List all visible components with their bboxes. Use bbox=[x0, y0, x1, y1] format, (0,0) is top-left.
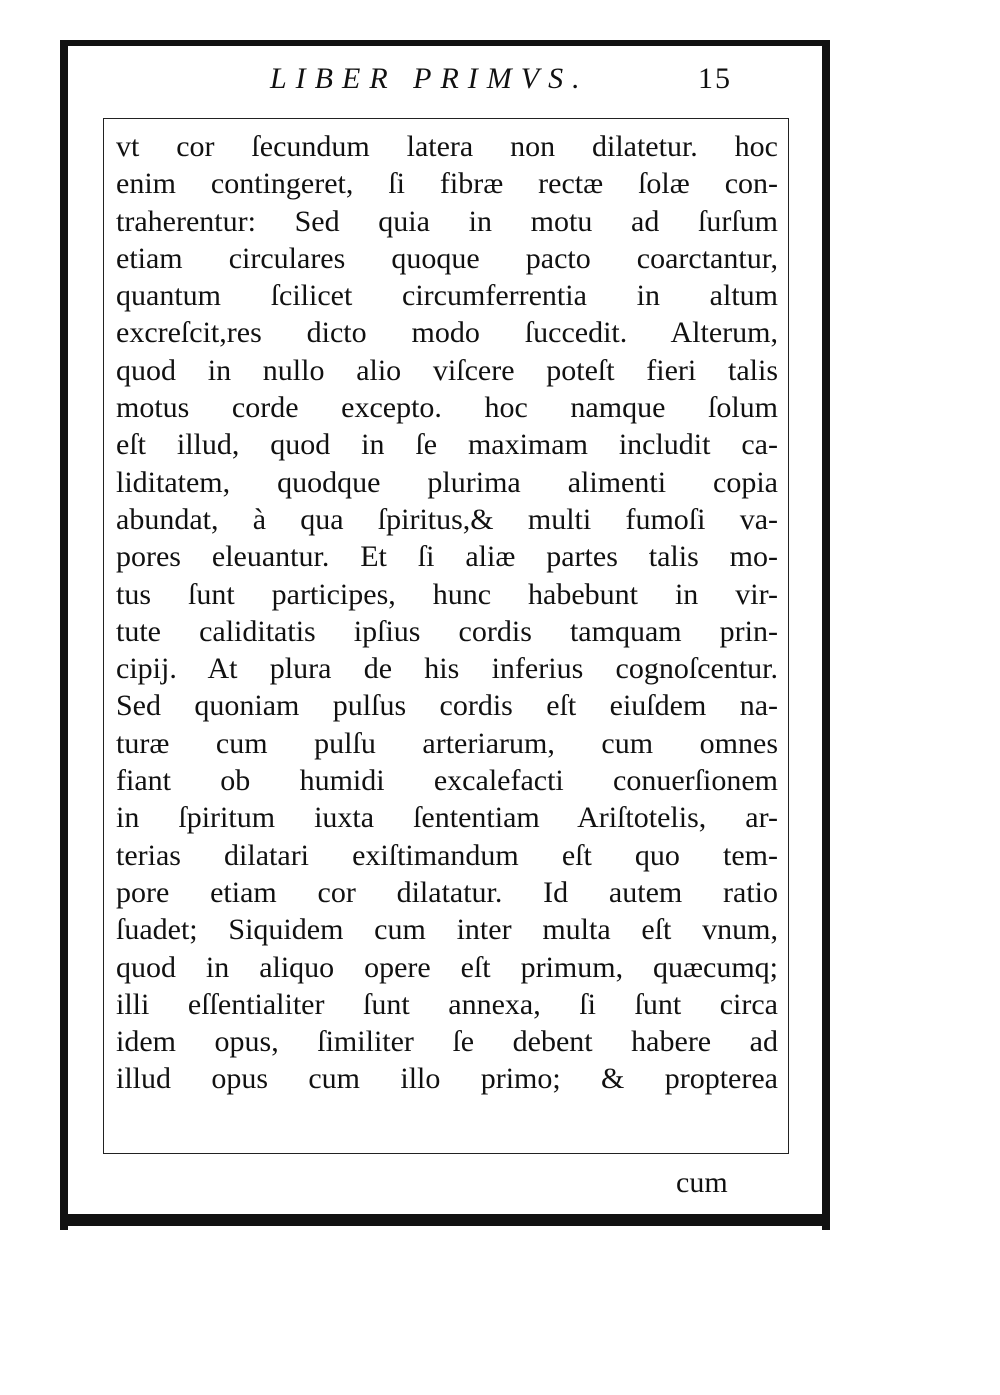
text-line: in ſpiritum iuxta ſententiam Ariſtotelis, ar- bbox=[116, 801, 778, 835]
text-line: illud opus cum illo primo; & propterea bbox=[116, 1062, 778, 1096]
text-line: idem opus, ſimiliter ſe debent habere ad bbox=[116, 1025, 778, 1059]
text-line: tute caliditatis ipſius cordis tamquam prin- bbox=[116, 614, 778, 648]
text-line: ſuadet; Siquidem cum inter multa eſt vnum, bbox=[116, 913, 778, 947]
text-line: quod in aliquo opere eſt primum, quæcumq; bbox=[116, 950, 778, 984]
page-frame-bottom bbox=[60, 1214, 830, 1226]
page-frame-top bbox=[60, 40, 830, 46]
page-number: 15 bbox=[698, 62, 732, 95]
text-line: tus ſunt participes, hunc habebunt in vir- bbox=[116, 577, 778, 611]
text-line: turæ cum pulſu arteriarum, cum omnes bbox=[116, 726, 778, 760]
text-line: Sed quoniam pulſus cordis eſt eiuſdem na- bbox=[116, 689, 778, 723]
text-line: terias dilatari exiſtimandum eſt quo tem- bbox=[116, 838, 778, 872]
body-text bbox=[116, 128, 778, 1098]
text-line: abundat, à qua ſpiritus,& multi fumoſi va- bbox=[116, 502, 778, 536]
text-line: enim contingeret, ſi fibræ rectæ ſolæ con- bbox=[116, 167, 778, 201]
page-frame-left bbox=[60, 40, 68, 1230]
text-line: motus corde excepto. hoc namque ſolum bbox=[116, 391, 778, 425]
running-head: LIBER PRIMVS. bbox=[270, 62, 589, 95]
text-line: pore etiam cor dilatatur. Id autem ratio bbox=[116, 875, 778, 909]
text-line: vt cor ſecundum latera non dilatetur. hoc bbox=[116, 130, 778, 163]
text-line: quod in nullo alio viſcere poteſt fieri talis bbox=[116, 353, 778, 387]
text-line: quantum ſcilicet circumferrentia in altum bbox=[116, 279, 778, 313]
text-line: eſt illud, quod in ſe maximam includit ca- bbox=[116, 428, 778, 462]
text-line: liditatem, quodque plurima alimenti copia bbox=[116, 465, 778, 499]
text-line: illi eſſentialiter ſunt annexa, ſi ſunt circa bbox=[116, 987, 778, 1021]
text-line: excreſcit,res dicto modo ſuccedit. Alterum, bbox=[116, 316, 778, 350]
page-frame-right bbox=[822, 40, 830, 1230]
text-line: cipij. At plura de his inferius cognoſcentur. bbox=[116, 652, 778, 686]
catchword: cum bbox=[676, 1166, 728, 1199]
text-line: etiam circulares quoque pacto coarctantur, bbox=[116, 241, 778, 275]
text-line: fiant ob humidi excalefacti conuerſionem bbox=[116, 764, 778, 798]
text-line: traherentur: Sed quia in motu ad ſurſum bbox=[116, 204, 778, 238]
text-line: pores eleuantur. Et ſi aliæ partes talis mo- bbox=[116, 540, 778, 574]
